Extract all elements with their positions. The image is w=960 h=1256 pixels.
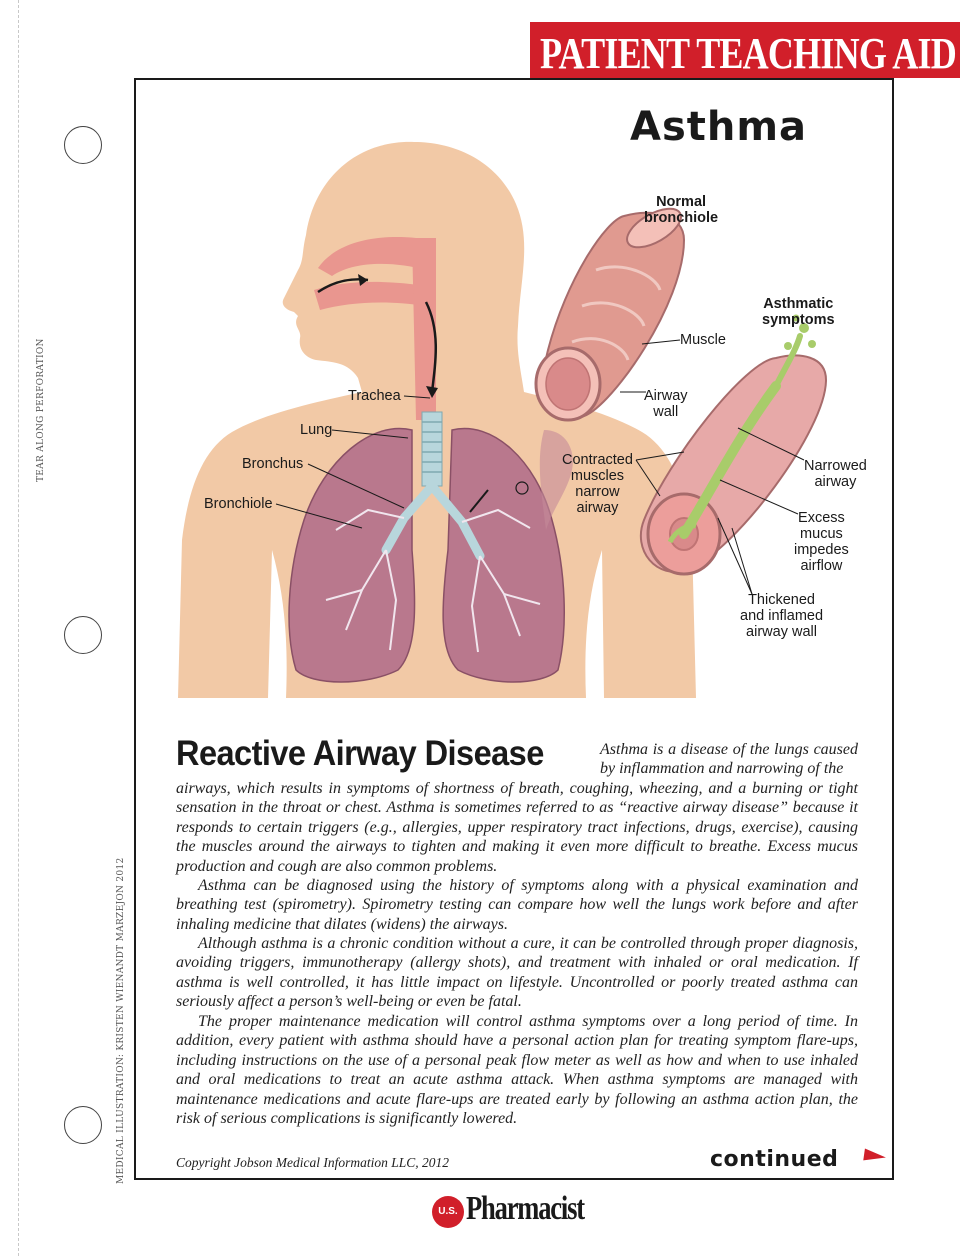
page-title: Asthma bbox=[630, 104, 808, 150]
asthma-illustration bbox=[136, 130, 892, 730]
label-airway-wall-line2: wall bbox=[653, 404, 679, 420]
banner-text: PATIENT TEACHING AID bbox=[540, 29, 956, 78]
label-narrowed-airway bbox=[804, 458, 867, 490]
logo-badge: U.S. bbox=[432, 1196, 464, 1228]
article-paragraph-1: airways, which results in symptoms of shortness of breath, coughing, wheezing, and a burning or tight sensation in the throat or chest. Asthma is sometimes referred to as “reactive airway disease” because it responds to certain triggers (e.g., allergies, upper respiratory tract infections, drugs, exercise), causing the muscles around the airways to tighten and making it even more difficult to breathe. Excess mucus production and cough are also common problems. bbox=[176, 780, 858, 875]
article-paragraph-3: Although asthma is a chronic condition without a cure, it can be controlled through proper diagnosis, avoiding triggers, immunotherapy (allergy shots), and treatment with inhaled or oral medication. If asthma is well controlled, it has little impact on lifestyle. Uncontrolled or poorly treated asthma can seriously affect a person’s well-being or even be fatal. bbox=[176, 935, 858, 1011]
label-contracted-line3: narrow bbox=[575, 484, 620, 500]
perforation-note: TEAR ALONG PERFORATION bbox=[36, 338, 46, 482]
binder-hole-middle bbox=[64, 616, 102, 654]
binder-hole-top bbox=[64, 126, 102, 164]
trachea bbox=[422, 412, 442, 486]
label-contracted-line1: Contracted bbox=[562, 452, 633, 468]
label-contracted-muscles bbox=[562, 452, 633, 516]
label-lung: Lung bbox=[300, 422, 333, 438]
article-paragraph-4: The proper maintenance medication will control asthma symptoms over a long period of time. In addition, every patient with asthma should have a personal action plan for treating symptom flare-ups, including instructions on the use of a personal peak flow meter as well as how and when to use inhaled and oral medications to treat an acute asthma attack. When asthma symptoms are managed with maintenance medications and acute flare-ups are treated early by following an asthma action plan, the risk of serious complications is significantly lowered. bbox=[176, 1013, 858, 1128]
label-normal-bronchiole-line2: bronchiole bbox=[644, 210, 719, 226]
label-airway-wall bbox=[644, 388, 688, 420]
label-trachea: Trachea bbox=[348, 388, 401, 404]
label-thickened-line3: airway wall bbox=[746, 624, 817, 640]
label-excess-line4: airflow bbox=[800, 558, 843, 574]
label-excess-line2: mucus bbox=[800, 526, 843, 542]
label-muscle: Muscle bbox=[680, 332, 726, 348]
label-thickened-wall bbox=[740, 592, 823, 640]
banner bbox=[530, 22, 960, 78]
label-normal-bronchiole-line1: Normal bbox=[656, 194, 707, 210]
article-paragraph-2: Asthma can be diagnosed using the history of symptoms along with a physical examination and breathing test (spirometry). Spirometry testing can compare how well the lungs work before and after inhaling medicine that dilates (widens) the airways. bbox=[176, 877, 858, 933]
label-contracted-line4: airway bbox=[576, 500, 619, 516]
label-thickened-line2: and inflamed bbox=[740, 608, 824, 624]
label-narrowed-line2: airway bbox=[814, 474, 857, 490]
perforation-line bbox=[18, 0, 19, 1256]
article-heading: Reactive Airway Disease bbox=[176, 734, 544, 773]
article-lead: Asthma is a disease of the lungs caused by inflammation and narrowing of the bbox=[600, 741, 858, 778]
label-contracted-line2: muscles bbox=[570, 468, 625, 484]
label-excess-line1: Excess bbox=[798, 510, 845, 526]
label-narrowed-line1: Narrowed bbox=[804, 458, 867, 474]
label-thickened-line1: Thickened bbox=[748, 592, 815, 608]
illustration-credit: MEDICAL ILLUSTRATION: KRISTEN WIENANDT MARZEJON 2012 bbox=[116, 857, 126, 1184]
label-asthmatic-symptoms bbox=[762, 296, 835, 328]
label-bronchiole: Bronchiole bbox=[204, 496, 273, 512]
label-bronchus: Bronchus bbox=[242, 456, 304, 472]
copyright: Copyright Jobson Medical Information LLC, 2012 bbox=[176, 1155, 449, 1170]
label-asthmatic-line2: symptoms bbox=[762, 312, 835, 328]
label-airway-wall-line1: Airway bbox=[644, 388, 688, 404]
label-excess-mucus bbox=[794, 510, 849, 574]
label-asthmatic-line1: Asthmatic bbox=[763, 296, 834, 312]
logo-name: Pharmacist bbox=[466, 1190, 584, 1227]
label-excess-line3: impedes bbox=[794, 542, 849, 558]
continued-link[interactable]: continued bbox=[710, 1147, 839, 1172]
anatomy-diagram bbox=[136, 130, 892, 730]
label-normal-bronchiole bbox=[644, 194, 718, 226]
binder-hole-bottom bbox=[64, 1106, 102, 1144]
